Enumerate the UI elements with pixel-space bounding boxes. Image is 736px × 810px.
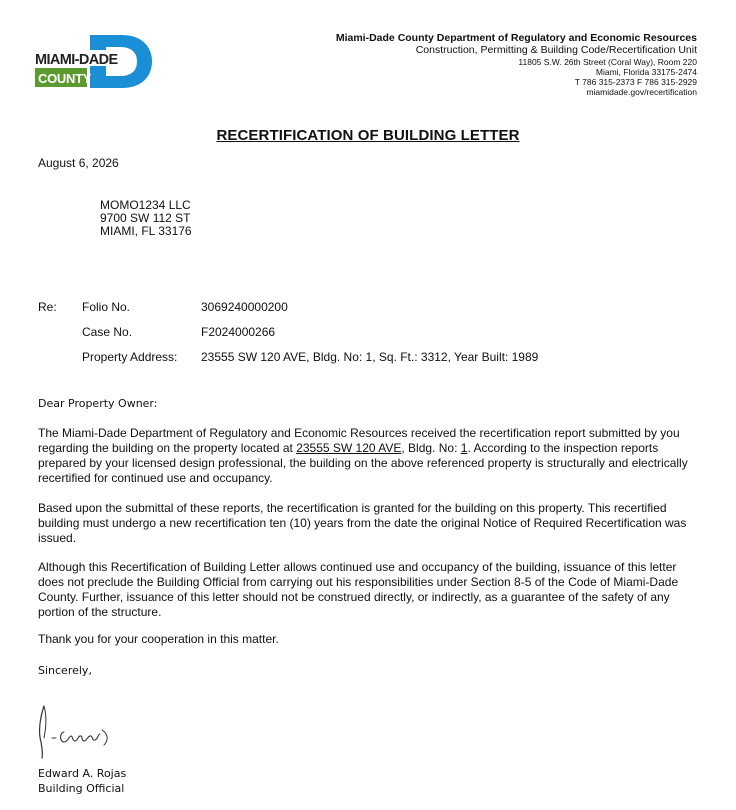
svg-text:COUNTY: COUNTY (38, 71, 92, 86)
letter-title: RECERTIFICATION OF BUILDING LETTER (216, 127, 520, 144)
svg-text:MIAMI-DADE: MIAMI-DADE (35, 52, 118, 68)
signer-title: Building Official (38, 782, 125, 795)
department-header (336, 32, 697, 97)
city-address: Miami, Florida 33175-2474 (595, 66, 697, 77)
recipient-address (100, 199, 192, 238)
folio-label: Folio No. (82, 300, 131, 314)
website-text: miamidade.gov/recertification (586, 86, 697, 97)
re-label: Re: (38, 300, 57, 314)
paragraph-3: Although this Recertification of Building Letter allows continued use and occupancy of the building, issuance of this letter does not preclude the Building Official from carrying out his responsibilities under Section 8-5 of the Code of Miami-Dade County. Further, issuance of this letter should not be construed directly, or indirectly, as a guarantee of the safety of any portion of the structure. (38, 560, 679, 619)
paragraph-2: Based upon the submittal of these reports, the recertification is granted for the building on this property. This recertified building must undergo a new recertification ten (10) years from the date the original Notice of Required Recertification was issued. (38, 501, 687, 545)
case-label: Case No. (82, 325, 133, 339)
property-address-value: 23555 SW 120 AVE, Bldg. No: 1, Sq. Ft.: 3312, Year Built: 1989 (201, 350, 539, 364)
case-value: F2024000266 (201, 325, 276, 339)
paragraph-1 (38, 426, 702, 486)
property-address-label: Property Address: (82, 350, 178, 364)
phone-numbers: T 786 315-2373 F 786 315-2929 (574, 76, 697, 87)
recipient-line-2: 9700 SW 112 ST (100, 211, 191, 225)
closing: Sincerely, (38, 664, 92, 677)
paragraph-1-bldg: 1 (460, 441, 468, 455)
signer-name: Edward A. Rojas (38, 767, 127, 780)
greeting: Dear Property Owner: (38, 397, 158, 410)
miami-dade-county-logo (34, 33, 154, 90)
recipient-line-1: MOMO1234 LLC (100, 198, 191, 212)
paragraph-4: Thank you for your cooperation in this matter. (38, 632, 279, 646)
paragraph-1-text-b: , Bldg. No: (401, 441, 461, 455)
street-address: 11805 S.W. 26th Street (Coral Way), Room 220 (518, 56, 697, 67)
paragraph-1-text-c: . According to the inspection reports prepared by your licensed design professional, the building on the above referenced property is structurally and electrically recertified for continued use and occupancy. (38, 441, 688, 485)
folio-value: 3069240000200 (201, 300, 288, 314)
signature-image (34, 698, 116, 760)
unit-name: Construction, Permitting & Building Code/Recertification Unit (415, 44, 697, 57)
paragraph-1-address: 23555 SW 120 AVE (296, 441, 402, 455)
department-name: Miami-Dade County Department of Regulatory and Economic Resources (335, 32, 697, 44)
paragraph-1-text-a: The Miami-Dade Department of Regulatory and Economic Resources received the recertification report submitted by you regarding the building on the property located at (38, 426, 680, 455)
signer-block (38, 766, 126, 796)
letter-date: August 6, 2026 (38, 156, 119, 170)
recipient-line-3: MIAMI, FL 33176 (100, 224, 192, 238)
